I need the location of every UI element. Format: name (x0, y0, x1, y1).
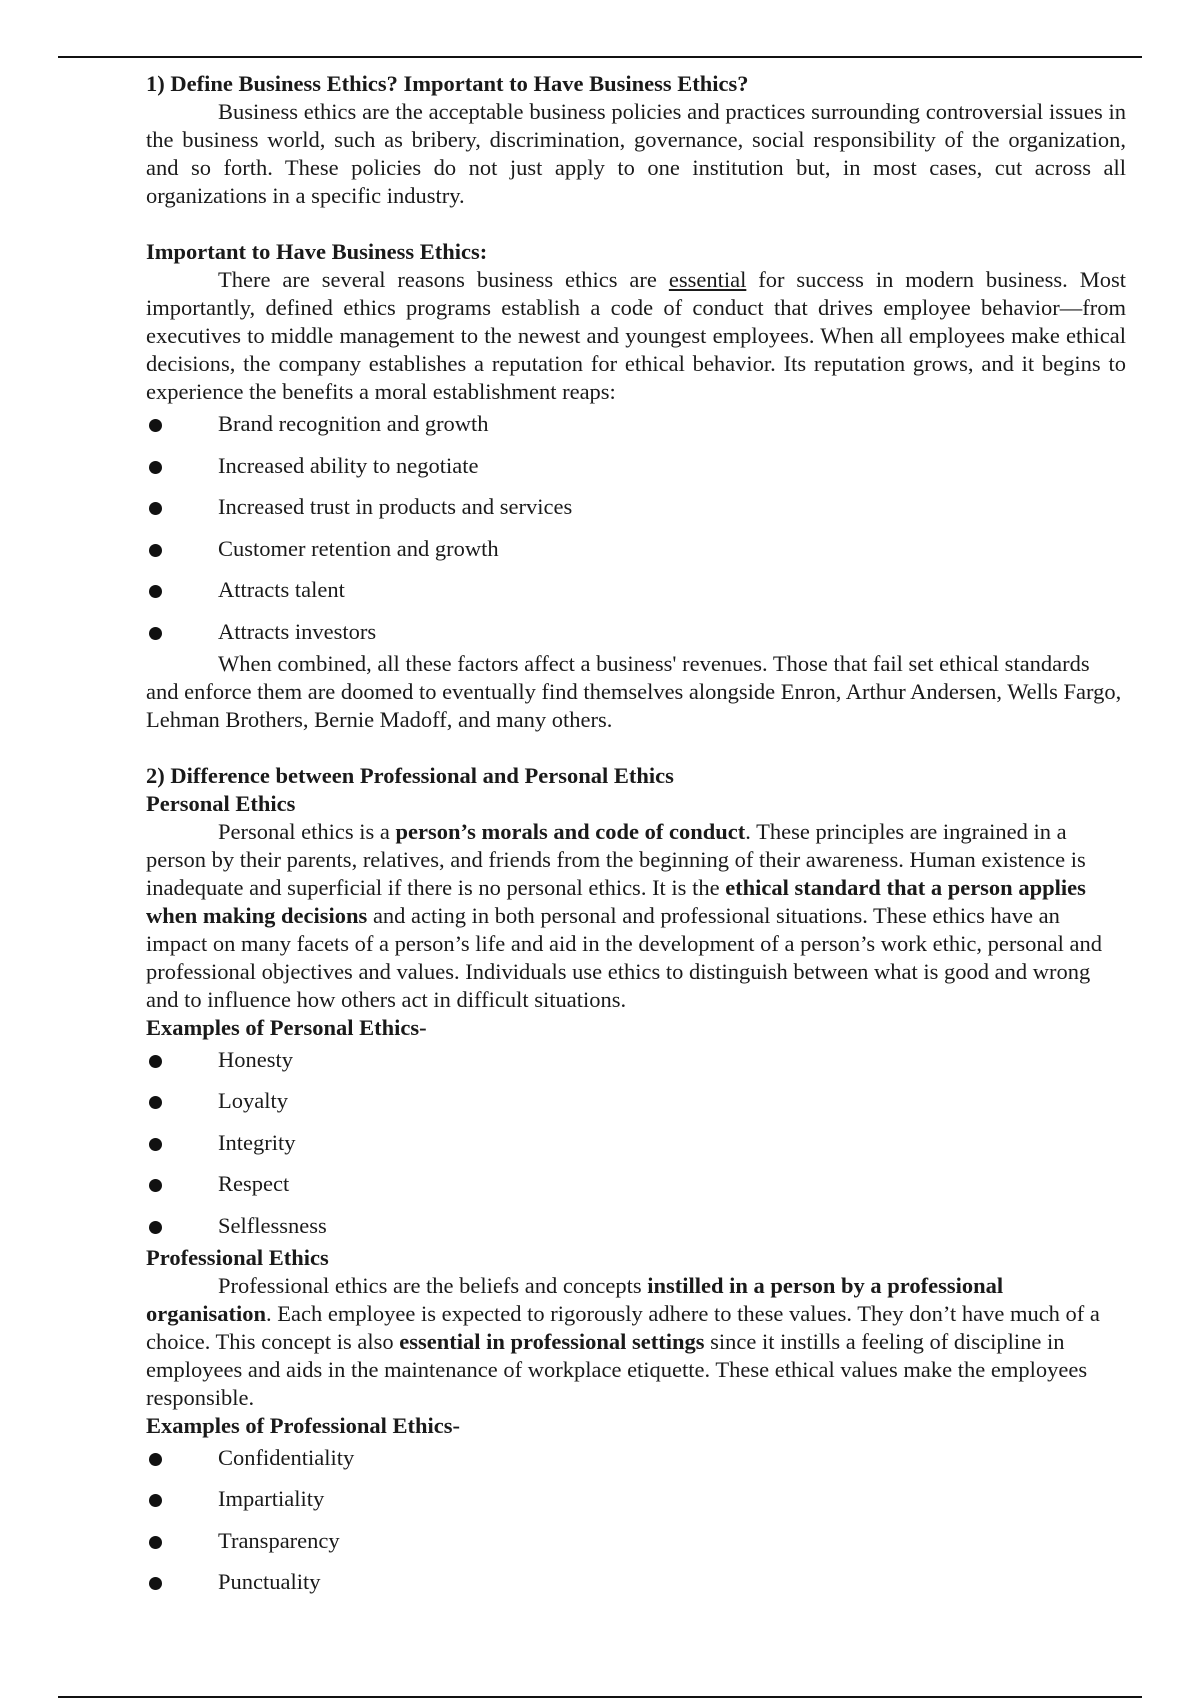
section1-paragraph: Business ethics are the acceptable business policies and practices surrounding controversial issues in the business world, such as bribery, discrimination, governance, social responsibility of the organization, and so forth. These policies do not just apply to one institution but, in most cases, cut across all organizations in a specific industry. (146, 99, 1126, 208)
bullet-icon (149, 1096, 162, 1109)
bullet-icon (149, 544, 162, 557)
list-item: Punctuality (146, 1568, 1126, 1610)
personal-ethics-heading: Personal Ethics (146, 790, 296, 816)
list-item: Impartiality (146, 1485, 1126, 1527)
list-item: Loyalty (146, 1087, 1126, 1129)
essential-underlined: essential (668, 267, 747, 292)
list-item: Transparency (146, 1527, 1126, 1569)
bullet-icon (149, 1179, 162, 1192)
list-item: Brand recognition and growth (146, 410, 1126, 452)
bullet-icon (149, 1494, 162, 1507)
list-item: Integrity (146, 1129, 1126, 1171)
list-item: Attracts talent (146, 576, 1126, 618)
section2-heading: 2) Difference between Professional and Personal Ethics (146, 762, 674, 788)
personal-examples-heading: Examples of Personal Ethics- (146, 1014, 427, 1040)
professional-examples-list (146, 1444, 1126, 1610)
bullet-icon (149, 502, 162, 515)
section1-heading: 1) Define Business Ethics? Important to Have Business Ethics? (146, 71, 749, 96)
importance-paragraph: There are several reasons business ethics are essential for success in modern business. Most importantly, defined ethics programs establish a code of conduct that drives employee behavior—from executives to middle management to the newest and youngest employees. When all employees make ethical decisions, the company establishes a reputation for ethical behavior. Its reputation grows, and it begins to experience the benefits a moral establishment reaps: (146, 267, 1126, 404)
bullet-icon (149, 1221, 162, 1234)
list-item: Increased ability to negotiate (146, 452, 1126, 494)
bottom-rule (58, 1696, 1142, 1698)
benefits-list (146, 410, 1126, 650)
list-item: Attracts investors (146, 618, 1126, 650)
bullet-icon (149, 585, 162, 598)
bullet-icon (149, 627, 162, 640)
list-item: Confidentiality (146, 1444, 1126, 1486)
professional-examples-heading: Examples of Professional Ethics- (146, 1412, 460, 1438)
list-item: Customer retention and growth (146, 535, 1126, 577)
bullet-icon (149, 419, 162, 432)
importance-heading: Important to Have Business Ethics: (146, 239, 488, 264)
document-body (146, 70, 1126, 1610)
list-item: Selflessness (146, 1212, 1126, 1244)
professional-ethics-paragraph: Professional ethics are the beliefs and concepts instilled in a person by a professional organisation. Each employee is expected to rigorously adhere to these values. They don’t have much of a choice. This concept is also essential in professional settings since it instills a feeling of discipline in employees and aids in the maintenance of workplace etiquette. These ethical values make the employees responsible. (146, 1272, 1100, 1410)
bullet-icon (149, 1577, 162, 1590)
bullet-icon (149, 1055, 162, 1068)
list-item: Respect (146, 1170, 1126, 1212)
list-item: Honesty (146, 1046, 1126, 1088)
list-item: Increased trust in products and services (146, 493, 1126, 535)
closing-paragraph: When combined, all these factors affect a business' revenues. Those that fail set ethical standards and enforce them are doomed to eventually find themselves alongside Enron, Arthur Andersen, Wells Fargo, Lehman Brothers, Bernie Madoff, and many others. (146, 650, 1122, 732)
bullet-icon (149, 1138, 162, 1151)
bullet-icon (149, 1453, 162, 1466)
personal-examples-list (146, 1046, 1126, 1244)
bullet-icon (149, 461, 162, 474)
professional-ethics-heading: Professional Ethics (146, 1244, 329, 1270)
personal-ethics-paragraph: Personal ethics is a person’s morals and code of conduct. These principles are ingrained in a person by their parents, relatives, and friends from the beginning of their awareness. Human existence is inadequate and superficial if there is no personal ethics. It is the ethical standard that a person applies when making decisions and acting in both personal and professional situations. These ethics have an impact on many facets of a person’s life and aid in the development of a person’s work ethic, personal and professional objectives and values. Individuals use ethics to distinguish between what is good and wrong and to influence how others act in difficult situations. (146, 818, 1102, 1012)
bullet-icon (149, 1536, 162, 1549)
top-rule (58, 56, 1142, 58)
